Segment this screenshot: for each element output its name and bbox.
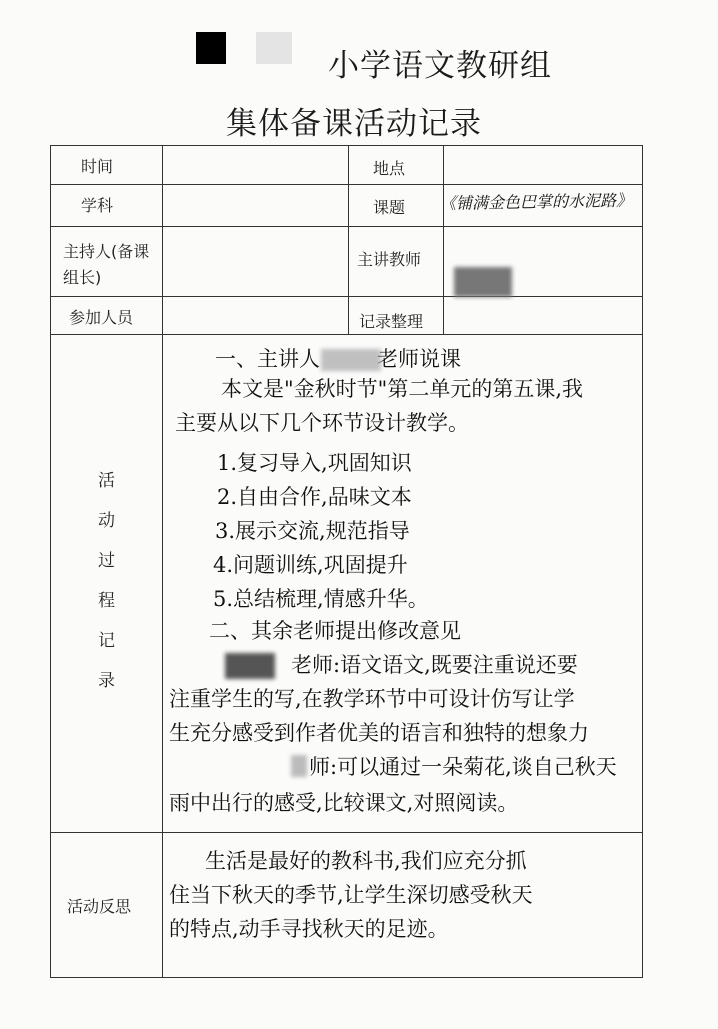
place-value <box>444 146 643 185</box>
time-value <box>163 146 349 185</box>
heading-suggestions: 二、其余老师提出修改意见 <box>209 619 461 643</box>
participants-value <box>163 297 349 335</box>
host-value <box>163 227 349 297</box>
reflection-line-2: 住当下秋天的季节,让学生深切感受秋天 <box>169 883 533 907</box>
process-label-char: 记 <box>98 631 115 651</box>
subject-label: 学科 <box>51 185 163 227</box>
reflection-line-1: 生活是最好的教科书,我们应充分抓 <box>205 849 527 873</box>
participants-label: 参加人员 <box>51 297 163 335</box>
recorder-value <box>444 297 643 335</box>
reflection-label: 活动反思 <box>51 833 163 978</box>
time-label: 时间 <box>51 146 163 185</box>
opinion1-line-1: 老师:语文语文,既要注重说还要 <box>291 653 578 677</box>
intro-line-1: 本文是"金秋时节"第二单元的第五课,我 <box>221 377 583 401</box>
step-item: 4.问题训练,巩固提升 <box>213 553 408 577</box>
step-item: 5.总结梳理,情感升华。 <box>213 587 429 611</box>
heading-lecturer-talk-post: 老师说课 <box>377 347 461 371</box>
step-item: 2.自由合作,品味文本 <box>217 485 412 509</box>
redaction-block-black <box>196 32 226 64</box>
reflection-content <box>163 833 643 978</box>
lesson-record-form <box>50 145 643 978</box>
process-label-cell <box>51 335 163 833</box>
document-title: 集体备课活动记录 <box>226 106 482 142</box>
lecturer-name-redacted <box>454 267 512 297</box>
teacher-name-redacted <box>291 755 307 777</box>
subject-value <box>163 185 349 227</box>
reflection-line-3: 的特点,动手寻找秋天的足迹。 <box>169 917 449 941</box>
process-label-char: 活 <box>98 471 115 491</box>
heading-lecturer-talk-pre: 一、主讲人 <box>215 347 320 371</box>
process-label-char: 录 <box>98 671 115 691</box>
lecturer-label: 主讲教师 <box>349 227 444 297</box>
school-group-title: 小学语文教研组 <box>328 48 552 84</box>
opinion1-line-3: 生充分感受到作者优美的语言和独特的想象力 <box>169 721 589 745</box>
lecturer-name-redacted <box>321 349 381 371</box>
process-label-char: 过 <box>98 551 115 571</box>
teacher-name-redacted <box>225 653 275 679</box>
step-item: 1.复习导入,巩固知识 <box>217 451 412 475</box>
process-label-char: 动 <box>98 511 115 531</box>
lecturer-value <box>444 227 643 297</box>
place-label: 地点 <box>349 146 444 185</box>
topic-label: 课题 <box>349 185 444 227</box>
opinion2-line-1: 师:可以通过一朵菊花,谈自己秋天 <box>309 755 617 779</box>
intro-line-2: 主要从以下几个环节设计教学。 <box>175 411 469 435</box>
process-label-char: 程 <box>98 591 115 611</box>
opinion1-line-2: 注重学生的写,在教学环节中可设计仿写让学 <box>169 687 575 711</box>
host-label: 主持人(备课组长) <box>51 227 163 297</box>
step-item: 3.展示交流,规范指导 <box>215 519 410 543</box>
topic-handwritten: 《铺满金色巴掌的水泥路》 <box>439 190 633 213</box>
process-content <box>163 335 643 833</box>
redaction-block-gray <box>256 32 292 64</box>
recorder-label: 记录整理 <box>349 297 444 335</box>
opinion2-line-2: 雨中出行的感受,比较课文,对照阅读。 <box>169 791 519 815</box>
topic-value <box>439 185 643 227</box>
